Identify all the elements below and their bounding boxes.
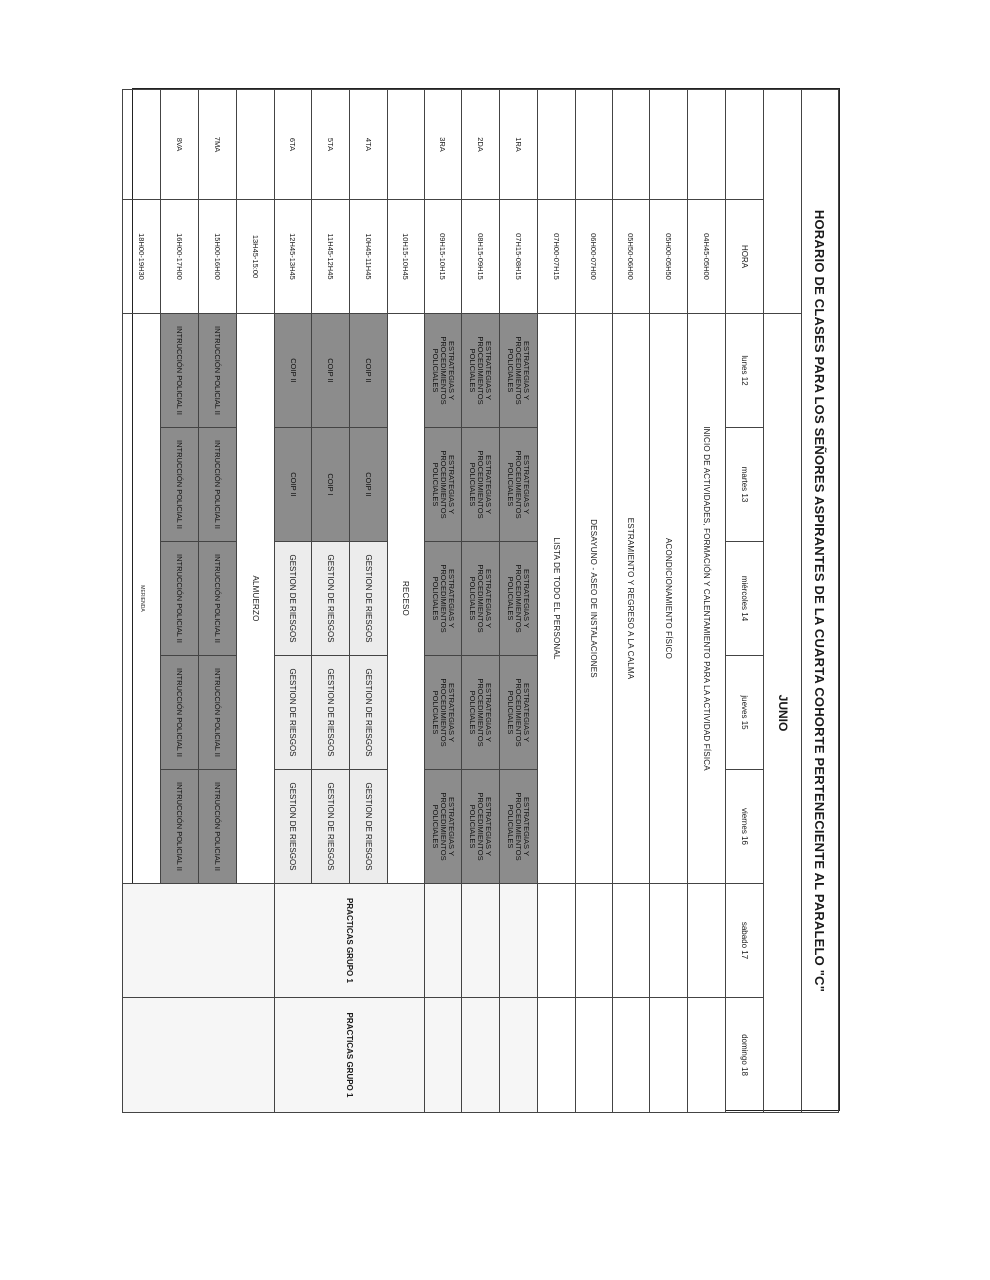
time-cell: 05H50-06H00 [613, 200, 650, 314]
time-cell: 07H15-08H15 [500, 200, 538, 314]
row-label: 5TA [312, 90, 350, 200]
time-cell: 09H15-10H15 [425, 200, 462, 314]
weekend-cell [500, 884, 538, 998]
rotated-schedule [131, 89, 839, 1112]
activity-cell: MERIENDA [123, 314, 161, 884]
row-label [576, 90, 613, 200]
day-header-viernes: viernes 16 [726, 770, 764, 884]
class-cell: COIP I [312, 428, 350, 542]
class-cell: INTRUCCIÓN POLICIAL II [199, 314, 237, 428]
practicas-sabado: PRACTICAS GRUPO 1 [275, 884, 425, 998]
class-cell: ESTRATEGIAS Y PROCEDIMIENTOS POLICIALES [425, 542, 462, 656]
class-cell: ESTRATEGIAS Y PROCEDIMIENTOS POLICIALES [500, 428, 538, 542]
row-label [650, 90, 688, 200]
weekend-cell [538, 998, 576, 1113]
activity-cell: ALMUERZO [237, 314, 275, 884]
class-cell: ESTRATEGIAS Y PROCEDIMIENTOS POLICIALES [425, 770, 462, 884]
class-cell: COIP II [312, 314, 350, 428]
weekend-cell [500, 998, 538, 1113]
time-cell: 10H15-10H45 [388, 200, 425, 314]
class-cell: ESTRATEGIAS Y PROCEDIMIENTOS POLICIALES [462, 542, 500, 656]
class-cell: INTRUCCIÓN POLICIAL II [161, 770, 199, 884]
schedule-document [132, 88, 840, 1111]
day-header-jueves: jueves 15 [726, 656, 764, 770]
activity-cell: DESAYUNO - ASEO DE INSTALACIONES [576, 314, 613, 884]
class-cell: GESTION DE RIESGOS [312, 542, 350, 656]
day-header-lunes: lunes 12 [726, 314, 764, 428]
weekend-cell [425, 998, 462, 1113]
class-cell: ESTRATEGIAS Y PROCEDIMIENTOS POLICIALES [500, 542, 538, 656]
class-cell: COIP II [350, 314, 388, 428]
day-header-miercoles: miércoles 14 [726, 542, 764, 656]
time-cell: 15H00-16H00 [199, 200, 237, 314]
activity-cell: ACONDICIONAMIENTO FÍSICO [650, 314, 688, 884]
class-cell: GESTION DE RIESGOS [312, 770, 350, 884]
class-cell: GESTION DE RIESGOS [312, 656, 350, 770]
class-cell: ESTRATEGIAS Y PROCEDIMIENTOS POLICIALES [462, 770, 500, 884]
row-label: 7MA [199, 90, 237, 200]
page-title: HORARIO DE CLASES PARA LOS SEÑORES ASPIRANTES DE LA CUARTA COHORTE PERTENECIENTE AL PARALELO "C" [802, 90, 839, 1113]
class-cell: GESTION DE RIESGOS [350, 770, 388, 884]
row-label: 3RA [425, 90, 462, 200]
row-label: 6TA [275, 90, 312, 200]
row-label [613, 90, 650, 200]
day-header-martes: martes 13 [726, 428, 764, 542]
time-cell: 06H00-07H00 [576, 200, 613, 314]
row-label [538, 90, 576, 200]
time-cell: 16H00-17H00 [161, 200, 199, 314]
day-header-domingo: domingo 18 [726, 998, 764, 1113]
row-label: 2DA [462, 90, 500, 200]
class-cell: COIP II [275, 428, 312, 542]
activity-cell: ESTRAMIENTO Y REGRESO A LA CALMA [613, 314, 650, 884]
class-cell: COIP II [350, 428, 388, 542]
class-cell: INTRUCCIÓN POLICIAL II [161, 542, 199, 656]
time-cell: 10H45-11H45 [350, 200, 388, 314]
class-cell: GESTION DE RIESGOS [275, 656, 312, 770]
blank-cell [726, 90, 764, 200]
class-cell: COIP II [275, 314, 312, 428]
weekend-cell [538, 884, 576, 998]
weekend-cell [123, 884, 275, 998]
blank-cell [764, 90, 802, 314]
weekend-cell [613, 998, 650, 1113]
row-label [237, 90, 275, 200]
class-cell: INTRUCCIÓN POLICIAL II [199, 656, 237, 770]
month-header: JUNIO [764, 314, 802, 1113]
class-cell: ESTRATEGIAS Y PROCEDIMIENTOS POLICIALES [425, 314, 462, 428]
practicas-domingo: PRACTICAS GRUPO 1 [275, 998, 425, 1113]
time-cell: 07H00-07H15 [538, 200, 576, 314]
day-header-sabado: sabado 17 [726, 884, 764, 998]
time-cell: 11H45-12H45 [312, 200, 350, 314]
class-cell: GESTION DE RIESGOS [275, 542, 312, 656]
row-label [388, 90, 425, 200]
weekend-cell [576, 998, 613, 1113]
row-label: 8VA [161, 90, 199, 200]
time-cell: 18H00-19H30 [123, 200, 161, 314]
time-cell: 04H45-05H00 [688, 200, 726, 314]
time-cell: 12H45-13H45 [275, 200, 312, 314]
class-cell: ESTRATEGIAS Y PROCEDIMIENTOS POLICIALES [462, 656, 500, 770]
weekend-cell [576, 884, 613, 998]
hora-header: HORA [726, 200, 764, 314]
class-cell: INTRUCCIÓN POLICIAL II [161, 656, 199, 770]
class-cell: ESTRATEGIAS Y PROCEDIMIENTOS POLICIALES [462, 428, 500, 542]
weekend-cell [650, 998, 688, 1113]
class-cell: INTRUCCIÓN POLICIAL II [199, 428, 237, 542]
class-cell: ESTRATEGIAS Y PROCEDIMIENTOS POLICIALES [462, 314, 500, 428]
class-cell: INTRUCCIÓN POLICIAL II [161, 314, 199, 428]
weekend-cell [425, 884, 462, 998]
activity-cell: INICIO DE ACTIVIDADES, FORMACIÓN Y CALENTAMIENTO PARA LA ACTIVIDAD FÍSICA [688, 314, 726, 884]
row-label: 1RA [500, 90, 538, 200]
activity-cell: LISTA DE TODO EL PERSONAL [538, 314, 576, 884]
weekend-cell [462, 998, 500, 1113]
time-cell: 13H45-15:00 [237, 200, 275, 314]
row-label [123, 90, 161, 200]
class-cell: INTRUCCIÓN POLICIAL II [199, 542, 237, 656]
activity-cell: RECESO [388, 314, 425, 884]
class-cell: GESTION DE RIESGOS [350, 656, 388, 770]
class-cell: ESTRATEGIAS Y PROCEDIMIENTOS POLICIALES [425, 656, 462, 770]
class-cell: ESTRATEGIAS Y PROCEDIMIENTOS POLICIALES [425, 428, 462, 542]
schedule-table [122, 89, 839, 1113]
class-cell: GESTION DE RIESGOS [350, 542, 388, 656]
class-cell: GESTION DE RIESGOS [275, 770, 312, 884]
weekend-cell [462, 884, 500, 998]
class-cell: INTRUCCIÓN POLICIAL II [199, 770, 237, 884]
class-cell: ESTRATEGIAS Y PROCEDIMIENTOS POLICIALES [500, 314, 538, 428]
weekend-cell [650, 884, 688, 998]
weekend-cell [123, 998, 275, 1113]
weekend-cell [688, 884, 726, 998]
row-label: 4TA [350, 90, 388, 200]
time-cell: 08H15-09H15 [462, 200, 500, 314]
weekend-cell [613, 884, 650, 998]
class-cell: ESTRATEGIAS Y PROCEDIMIENTOS POLICIALES [500, 770, 538, 884]
weekend-cell [688, 998, 726, 1113]
row-label [688, 90, 726, 200]
class-cell: INTRUCCIÓN POLICIAL II [161, 428, 199, 542]
class-cell: ESTRATEGIAS Y PROCEDIMIENTOS POLICIALES [500, 656, 538, 770]
time-cell: 05H00-05H50 [650, 200, 688, 314]
